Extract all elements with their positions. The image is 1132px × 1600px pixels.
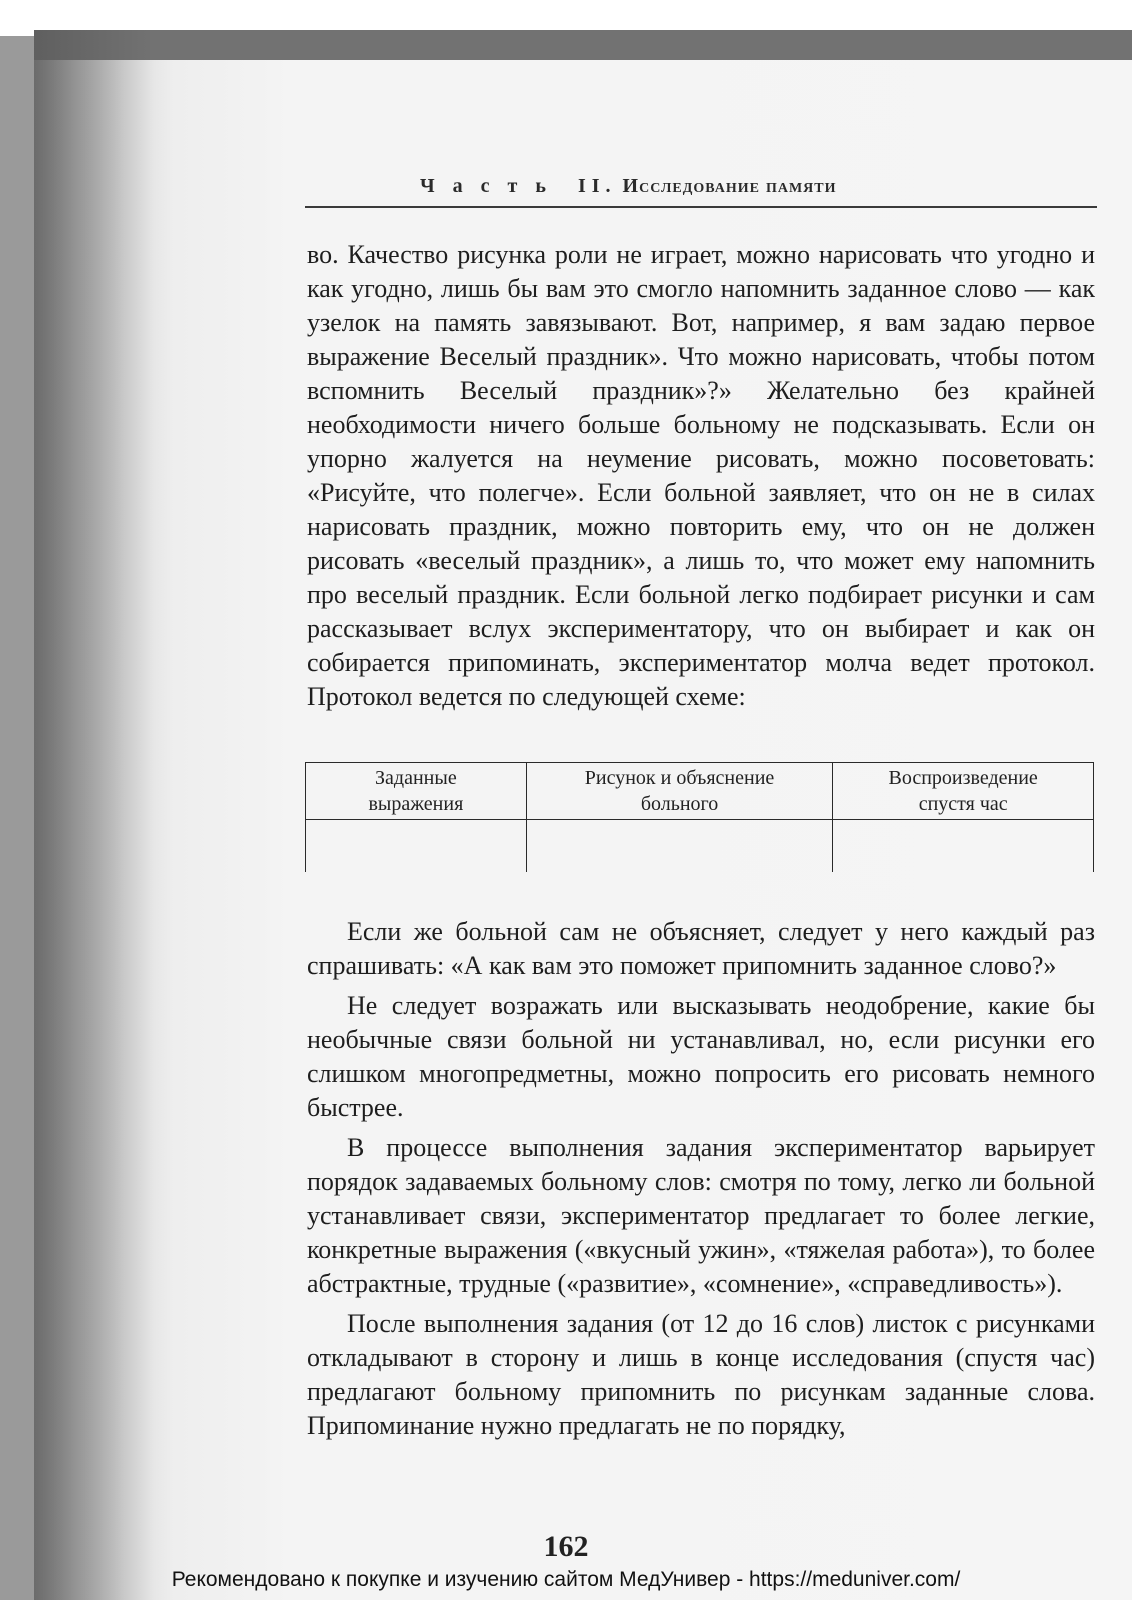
body-text-bottom <box>307 915 1095 1449</box>
header-line-2: спустя час <box>918 793 1008 815</box>
protocol-table <box>305 762 1094 874</box>
body-text-top <box>307 238 1095 714</box>
running-header <box>420 175 1096 198</box>
paragraph: во. Качество рисунка роли не играет, можно нарисовать что угодно и как угодно, лишь бы вам это смогло напомнить заданное слово — как узелок на память завязывают. Вот, например, я вам задаю первое выражение Веселый праздник». Что можно нарисовать, чтобы потом вспомнить Веселый праздник»?» Желательно без крайней необходимости ничего больше больному не подсказывать. Если он упорно жалуется на неумение рисовать, можно посоветовать: «Рисуйте, что полегче». Если больной заявляет, что он не в силах нарисовать праздник, можно повторить ему, что он не должен рисовать «веселый праздник», а лишь то, что может ему напомнить про веселый праздник. Если больной легко подбирает рисунки и сам рассказывает вслух экспериментатору, что он выбирает и как он собирается припоминать, экспериментатор молча ведет протокол. Протокол ведется по следующей схеме: <box>307 240 1095 711</box>
gutter-shadow <box>34 30 154 1600</box>
table-cell <box>306 820 527 873</box>
header-line-1: Воспроизведение <box>888 767 1038 789</box>
header-line-1: Заданные <box>375 767 457 789</box>
page-number: 162 <box>543 1530 589 1563</box>
footer-banner: Рекомендовано к покупке и изучению сайтом МедУнивер - https://meduniver.com/ <box>171 1568 961 1591</box>
header-line-1: Рисунок и объяснение <box>584 767 775 789</box>
header-line-2: больного <box>640 793 719 815</box>
paragraph: После выполнения задания (от 12 до 16 слов) листок с рисунками откладывают в сторону и лишь в конце исследования (спустя час) предлагают больному припомнить по рисункам заданные слова. Припоминание нужно предлагать не по порядку, <box>307 1309 1095 1440</box>
header-part: Часть <box>420 175 564 197</box>
table-header-row <box>306 763 1094 820</box>
paragraph: В процессе выполнения задания экспериментатор варьирует порядок задаваемых больному слов: смотря по тому, легко ли больной устанавливает связи, экспериментатор предлагает то более легкие, конкретные выражения («вкусный ужин», «тяжелая работа»), то более абстрактные, трудные («развитие», «сомнение», «справедливость»). <box>307 1133 1095 1298</box>
table-header-cell <box>833 763 1094 820</box>
table-cell <box>526 820 833 873</box>
header-line-2: выражения <box>368 793 464 815</box>
paragraph: Не следует возражать или высказывать неодобрение, какие бы необычные связи больной ни устанавливал, но, если рисунки его слишком многопредметны, можно попросить его рисовать немного быстрее. <box>307 991 1095 1122</box>
header-title: Исследование памяти <box>622 175 837 197</box>
paragraph: Если же больной сам не объясняет, следует у него каждый раз спрашивать: «А как вам это поможет припомнить заданное слово?» <box>307 917 1095 980</box>
table-cell <box>833 820 1094 873</box>
table-row <box>306 820 1094 873</box>
table-header-cell <box>526 763 833 820</box>
header-roman: II. <box>577 175 617 197</box>
table-header-cell <box>306 763 527 820</box>
header-rule <box>305 206 1097 208</box>
